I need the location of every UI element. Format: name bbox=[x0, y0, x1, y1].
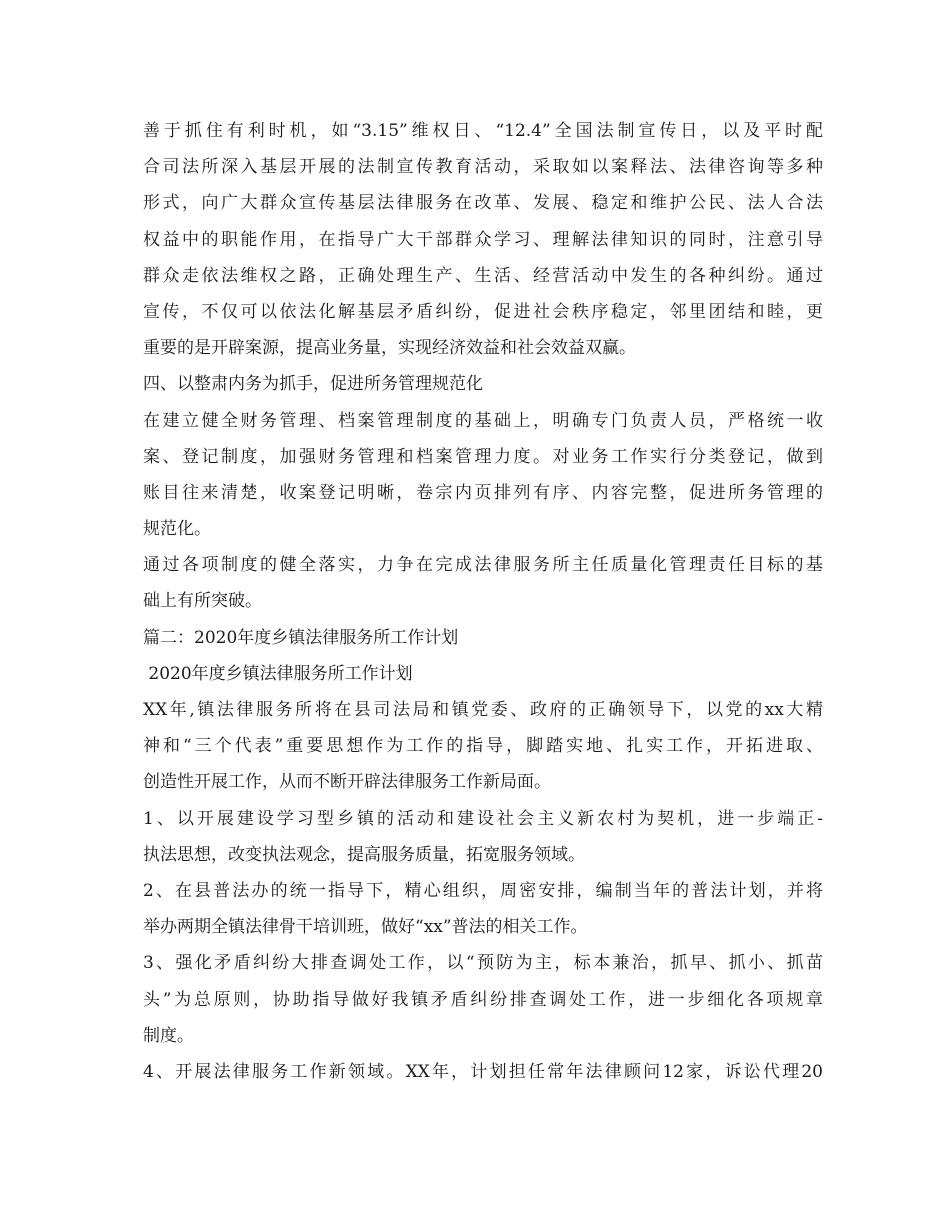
text-line: 通过各项制度的健全落实，力争在完成法律服务所主任质量化管理责任目标的基 bbox=[143, 555, 823, 576]
list-item: 4、开展法律服务工作新领域。XX年，计划担任常年法律顾问12家，诉讼代理20 bbox=[143, 1061, 823, 1082]
text-line: 创造性开展工作，从而不断开辟法律服务工作新局面。 bbox=[143, 772, 551, 793]
document-body bbox=[143, 113, 823, 1090]
text-line: 在建立健全财务管理、档案管理制度的基础上，明确专门负责人员，严格统一收 bbox=[143, 410, 823, 431]
text-line: XX年,镇法律服务所将在县司法局和镇党委、政府的正确领导下，以党的xx大精 bbox=[143, 700, 823, 720]
section-heading: 四、以整肃内务为抓手，促进所务管理规范化 bbox=[143, 374, 483, 395]
article-title: 2020年度乡镇法律服务所工作计划 bbox=[143, 663, 413, 684]
article-heading: 篇二：2020年度乡镇法律服务所工作计划 bbox=[143, 627, 459, 648]
list-item: 1、以开展建设学习型乡镇的活动和建设社会主义新农村为契机，进一步端正- bbox=[143, 808, 823, 829]
list-item: 2、在县普法办的统一指导下，精心组织，周密安排，编制当年的普法计划，并将 bbox=[143, 880, 823, 901]
text-line: 举办两期全镇法律骨干培训班，做好“xx”普法的相关工作。 bbox=[143, 917, 588, 938]
list-item: 3、强化矛盾纠纷大排查调处工作，以“预防为主，标本兼治，抓早、抓小、抓苗 bbox=[143, 953, 823, 974]
text-line: 制度。 bbox=[143, 1025, 194, 1046]
text-line: 础上有所突破。 bbox=[143, 591, 262, 612]
text-line: 形式，向广大群众宣传基层法律服务在改革、发展、稳定和维护公民、法人合法 bbox=[143, 193, 823, 214]
text-line: 权益中的职能作用，在指导广大干部群众学习、理解法律知识的同时，注意引导 bbox=[143, 229, 823, 250]
text-line: 头”为总原则，协助指导做好我镇矛盾纠纷排查调处工作，进一步细化各项规章 bbox=[143, 989, 823, 1010]
text-line: 神和“三个代表”重要思想作为工作的指导，脚踏实地、扎实工作，开拓进取、 bbox=[143, 736, 823, 757]
text-line: 合司法所深入基层开展的法制宣传教育活动，采取如以案释法、法律咨询等多种 bbox=[143, 157, 823, 178]
text-line: 案、登记制度，加强财务管理和档案管理力度。对业务工作实行分类登记，做到 bbox=[143, 446, 823, 467]
text-line: 群众走依法维权之路，正确处理生产、生活、经营活动中发生的各种纠纷。通过 bbox=[143, 265, 823, 286]
text-line: 账目往来清楚，收案登记明晰，卷宗内页排列有序、内容完整，促进所务管理的 bbox=[143, 482, 823, 503]
text-line: 规范化。 bbox=[143, 519, 211, 540]
text-line: 善于抓住有利时机，如“3.15”维权日、“12.4”全国法制宣传日，以及平时配 bbox=[143, 121, 823, 141]
text-line: 宣传，不仅可以依法化解基层矛盾纠纷，促进社会秩序稳定，邻里团结和睦，更 bbox=[143, 301, 823, 322]
text-line: 重要的是开辟案源，提高业务量，实现经济效益和社会效益双赢。 bbox=[143, 338, 636, 359]
text-line: 执法思想，改变执法观念，提高服务质量，拓宽服务领域。 bbox=[143, 844, 585, 865]
